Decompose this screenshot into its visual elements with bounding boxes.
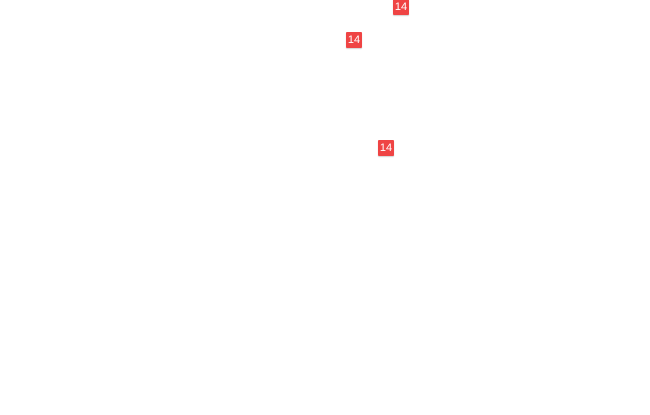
count-badge[interactable]: 14 (379, 142, 393, 154)
count-badge[interactable]: 14 (347, 34, 361, 46)
count-badge[interactable]: 14 (394, 1, 408, 13)
